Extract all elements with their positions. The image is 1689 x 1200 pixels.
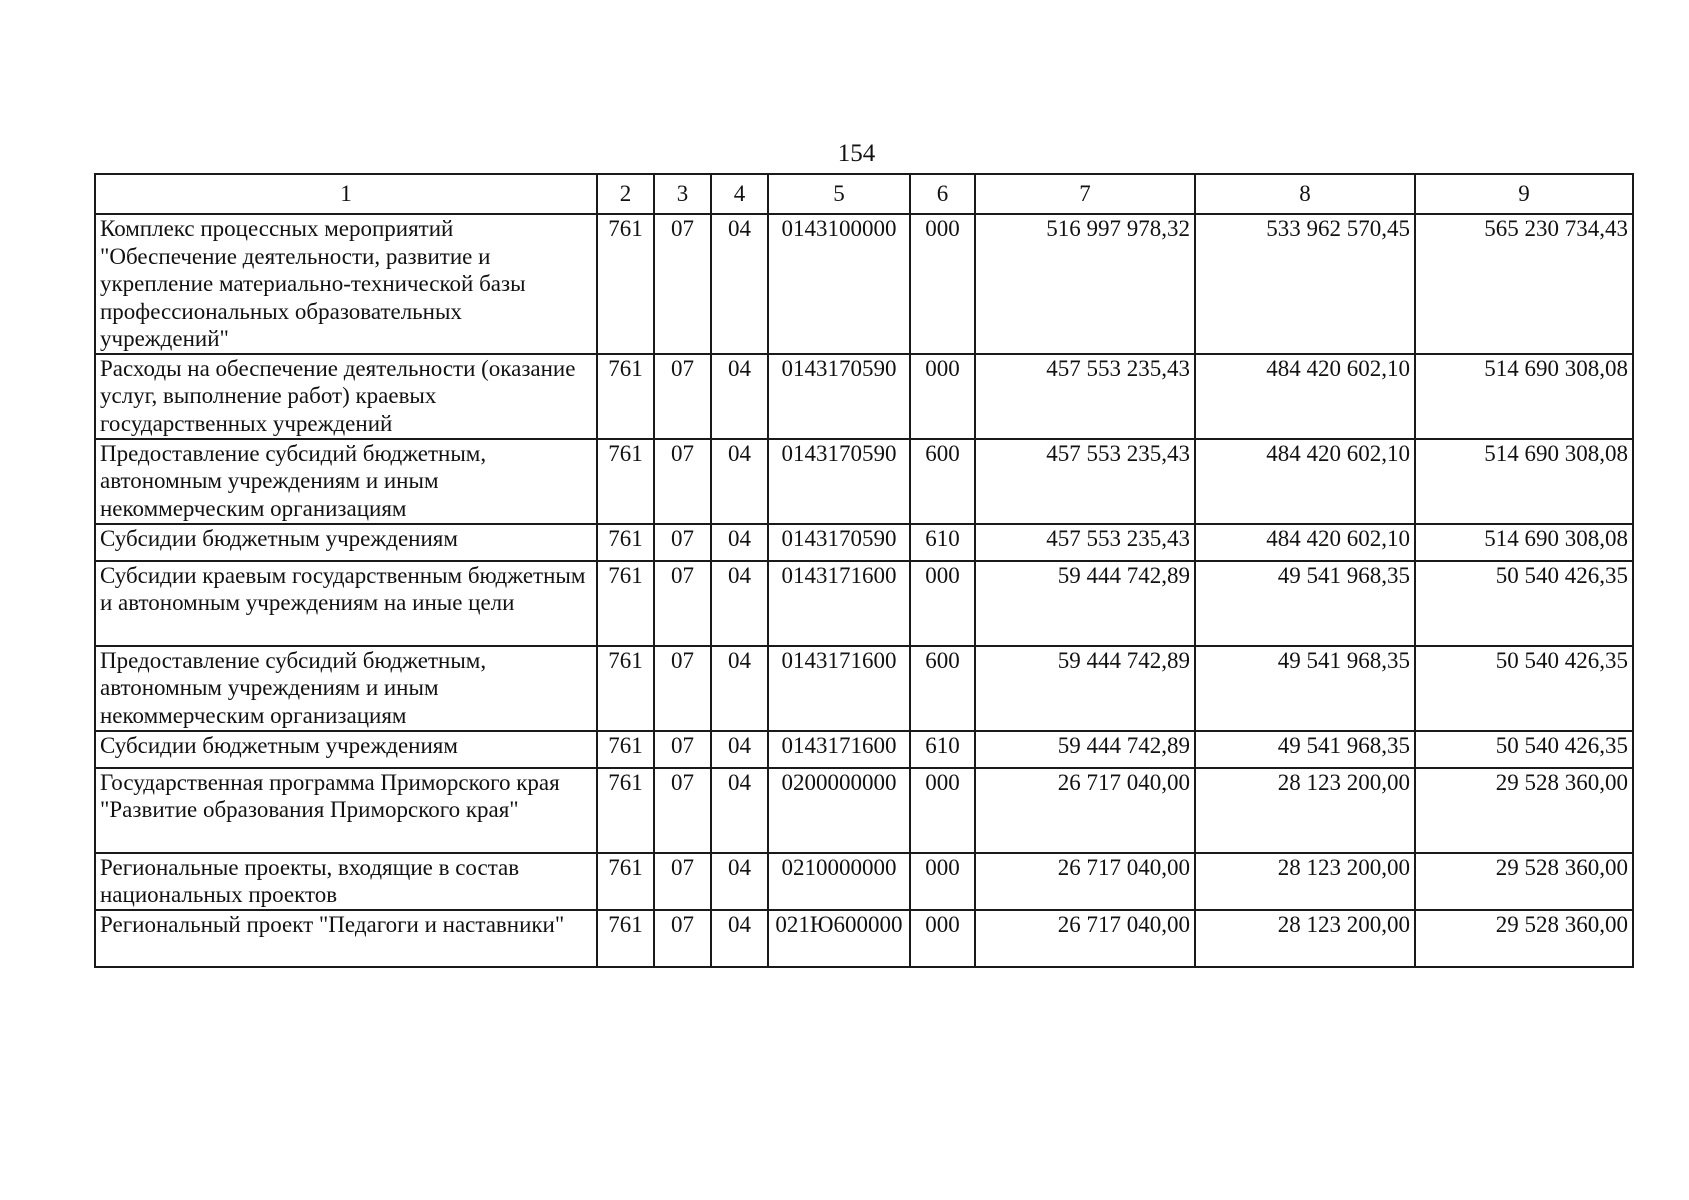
amount-col8-cell: 484 420 602,10 — [1195, 354, 1415, 439]
header-cell: 5 — [768, 174, 910, 214]
amount-col9-cell: 29 528 360,00 — [1415, 853, 1633, 910]
target-article-cell: 0210000000 — [768, 853, 910, 910]
header-cell: 1 — [95, 174, 597, 214]
table-row — [95, 768, 1633, 853]
target-article-cell: 0143170590 — [768, 354, 910, 439]
expense-type-cell: 000 — [910, 214, 975, 354]
table-row — [95, 646, 1633, 731]
subsection-code-cell: 04 — [711, 354, 768, 439]
grbs-code-cell: 761 — [597, 768, 654, 853]
amount-col8-cell: 28 123 200,00 — [1195, 910, 1415, 967]
header-cell: 2 — [597, 174, 654, 214]
expense-name-cell: Субсидии краевым государственным бюджетным и автономным учреждениям на иные цели — [95, 561, 597, 646]
amount-col7-cell: 457 553 235,43 — [975, 524, 1195, 561]
amount-col7-cell: 59 444 742,89 — [975, 561, 1195, 646]
amount-col9-cell: 514 690 308,08 — [1415, 354, 1633, 439]
header-cell: 7 — [975, 174, 1195, 214]
table-row — [95, 439, 1633, 524]
amount-col7-cell: 59 444 742,89 — [975, 646, 1195, 731]
table-row — [95, 853, 1633, 910]
grbs-code-cell: 761 — [597, 354, 654, 439]
expense-name-cell: Государственная программа Приморского края "Развитие образования Приморского края" — [95, 768, 597, 853]
amount-col8-cell: 49 541 968,35 — [1195, 731, 1415, 768]
section-code-cell: 07 — [654, 853, 711, 910]
amount-col8-cell: 49 541 968,35 — [1195, 561, 1415, 646]
grbs-code-cell: 761 — [597, 439, 654, 524]
subsection-code-cell: 04 — [711, 561, 768, 646]
expense-type-cell: 610 — [910, 524, 975, 561]
section-code-cell: 07 — [654, 561, 711, 646]
subsection-code-cell: 04 — [711, 439, 768, 524]
amount-col8-cell: 28 123 200,00 — [1195, 853, 1415, 910]
expense-name-cell: Региональный проект "Педагоги и наставники" — [95, 910, 597, 967]
table-row — [95, 561, 1633, 646]
amount-col9-cell: 50 540 426,35 — [1415, 731, 1633, 768]
grbs-code-cell: 761 — [597, 646, 654, 731]
target-article-cell: 021Ю600000 — [768, 910, 910, 967]
table-row — [95, 524, 1633, 561]
amount-col9-cell: 50 540 426,35 — [1415, 646, 1633, 731]
amount-col9-cell: 29 528 360,00 — [1415, 768, 1633, 853]
header-cell: 6 — [910, 174, 975, 214]
expense-type-cell: 600 — [910, 439, 975, 524]
grbs-code-cell: 761 — [597, 853, 654, 910]
target-article-cell: 0143170590 — [768, 524, 910, 561]
expense-type-cell: 610 — [910, 731, 975, 768]
table-row — [95, 731, 1633, 768]
amount-col7-cell: 26 717 040,00 — [975, 768, 1195, 853]
amount-col7-cell: 516 997 978,32 — [975, 214, 1195, 354]
section-code-cell: 07 — [654, 731, 711, 768]
section-code-cell: 07 — [654, 214, 711, 354]
subsection-code-cell: 04 — [711, 853, 768, 910]
budget-table — [94, 173, 1634, 968]
subsection-code-cell: 04 — [711, 768, 768, 853]
expense-name-cell: Предоставление субсидий бюджетным, автономным учреждениям и иным некоммерческим организациям — [95, 646, 597, 731]
table-row — [95, 214, 1633, 354]
section-code-cell: 07 — [654, 646, 711, 731]
expense-type-cell: 000 — [910, 853, 975, 910]
section-code-cell: 07 — [654, 768, 711, 853]
amount-col7-cell: 59 444 742,89 — [975, 731, 1195, 768]
amount-col9-cell: 514 690 308,08 — [1415, 439, 1633, 524]
grbs-code-cell: 761 — [597, 524, 654, 561]
amount-col9-cell: 29 528 360,00 — [1415, 910, 1633, 967]
grbs-code-cell: 761 — [597, 731, 654, 768]
expense-name-cell: Расходы на обеспечение деятельности (оказание услуг, выполнение работ) краевых государственных учреждений — [95, 354, 597, 439]
section-code-cell: 07 — [654, 524, 711, 561]
amount-col8-cell: 484 420 602,10 — [1195, 439, 1415, 524]
amount-col9-cell: 565 230 734,43 — [1415, 214, 1633, 354]
section-code-cell: 07 — [654, 910, 711, 967]
subsection-code-cell: 04 — [711, 646, 768, 731]
amount-col8-cell: 484 420 602,10 — [1195, 524, 1415, 561]
amount-col8-cell: 49 541 968,35 — [1195, 646, 1415, 731]
amount-col9-cell: 50 540 426,35 — [1415, 561, 1633, 646]
subsection-code-cell: 04 — [711, 524, 768, 561]
expense-name-cell: Предоставление субсидий бюджетным, автономным учреждениям и иным некоммерческим организациям — [95, 439, 597, 524]
subsection-code-cell: 04 — [711, 910, 768, 967]
expense-name-cell: Комплекс процессных мероприятий "Обеспечение деятельности, развитие и укрепление материально-технической базы профессиональных образовательных учреждений" — [95, 214, 597, 354]
table-row — [95, 910, 1633, 967]
amount-col7-cell: 26 717 040,00 — [975, 853, 1195, 910]
subsection-code-cell: 04 — [711, 731, 768, 768]
expense-type-cell: 000 — [910, 561, 975, 646]
section-code-cell: 07 — [654, 439, 711, 524]
amount-col8-cell: 28 123 200,00 — [1195, 768, 1415, 853]
table-header-row — [95, 174, 1633, 214]
expense-name-cell: Региональные проекты, входящие в состав национальных проектов — [95, 853, 597, 910]
target-article-cell: 0143171600 — [768, 731, 910, 768]
expense-name-cell: Субсидии бюджетным учреждениям — [95, 524, 597, 561]
amount-col7-cell: 457 553 235,43 — [975, 439, 1195, 524]
expense-type-cell: 600 — [910, 646, 975, 731]
target-article-cell: 0143171600 — [768, 646, 910, 731]
header-cell: 8 — [1195, 174, 1415, 214]
grbs-code-cell: 761 — [597, 561, 654, 646]
grbs-code-cell: 761 — [597, 214, 654, 354]
amount-col7-cell: 457 553 235,43 — [975, 354, 1195, 439]
amount-col8-cell: 533 962 570,45 — [1195, 214, 1415, 354]
target-article-cell: 0200000000 — [768, 768, 910, 853]
amount-col9-cell: 514 690 308,08 — [1415, 524, 1633, 561]
page-number: 154 — [837, 140, 876, 167]
table-row — [95, 354, 1633, 439]
expense-type-cell: 000 — [910, 910, 975, 967]
target-article-cell: 0143170590 — [768, 439, 910, 524]
amount-col7-cell: 26 717 040,00 — [975, 910, 1195, 967]
target-article-cell: 0143100000 — [768, 214, 910, 354]
header-cell: 3 — [654, 174, 711, 214]
expense-type-cell: 000 — [910, 768, 975, 853]
grbs-code-cell: 761 — [597, 910, 654, 967]
header-cell: 9 — [1415, 174, 1633, 214]
section-code-cell: 07 — [654, 354, 711, 439]
target-article-cell: 0143171600 — [768, 561, 910, 646]
subsection-code-cell: 04 — [711, 214, 768, 354]
header-cell: 4 — [711, 174, 768, 214]
expense-type-cell: 000 — [910, 354, 975, 439]
expense-name-cell: Субсидии бюджетным учреждениям — [95, 731, 597, 768]
